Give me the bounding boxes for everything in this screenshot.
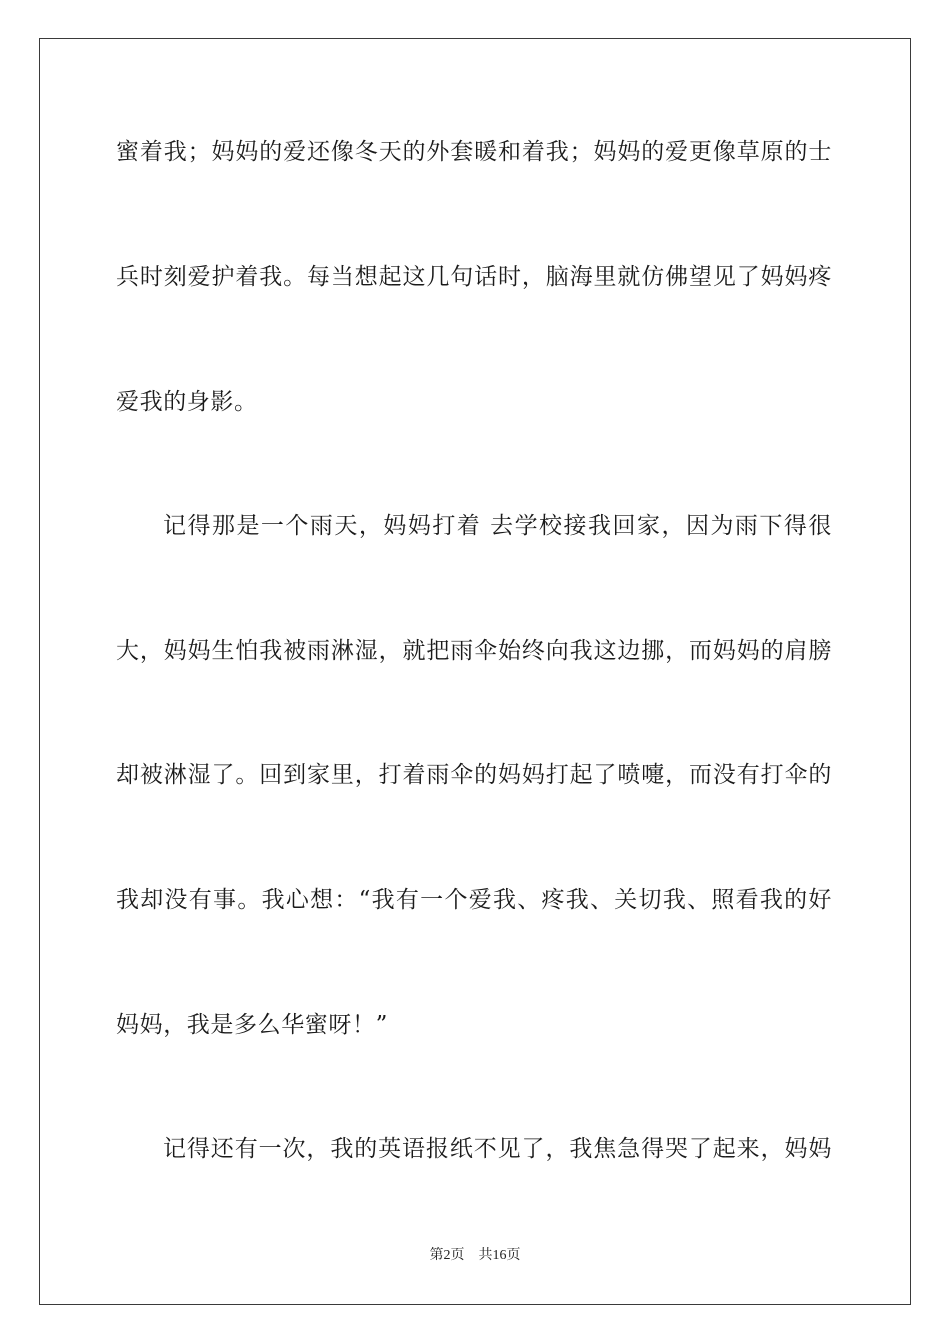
text-line: 大，妈妈生怕我被雨淋湿，就把雨伞始终向我这边挪，而妈妈的肩膀 — [116, 638, 832, 664]
text-line: 却被淋湿了。回到家里，打着雨伞的妈妈打起了喷嚏，而没有打伞的 — [116, 762, 832, 788]
page-number: 第2页 — [429, 1248, 465, 1263]
page-total: 共16页 — [478, 1248, 521, 1263]
text-line: 爱我的身影。 — [116, 389, 258, 415]
text-line: 记得那是一个雨天，妈妈打着 去学校接我回家，因为雨下得很 — [163, 513, 832, 539]
text-line: 记得还有一次，我的英语报纸不见了，我焦急得哭了起来，妈妈 — [163, 1136, 832, 1162]
text-line: 我却没有事。我心想：“我有一个爱我、疼我、关切我、照看我的好 — [116, 887, 832, 913]
page-footer — [0, 1247, 950, 1265]
text-line: 妈妈，我是多么华蜜呀！” — [116, 1012, 388, 1038]
text-line: 蜜着我；妈妈的爱还像冬天的外套暖和着我；妈妈的爱更像草原的士 — [116, 139, 832, 165]
page-border — [39, 38, 911, 1305]
text-line: 兵时刻爱护着我。每当想起这几句话时，脑海里就仿佛望见了妈妈疼 — [116, 264, 832, 290]
